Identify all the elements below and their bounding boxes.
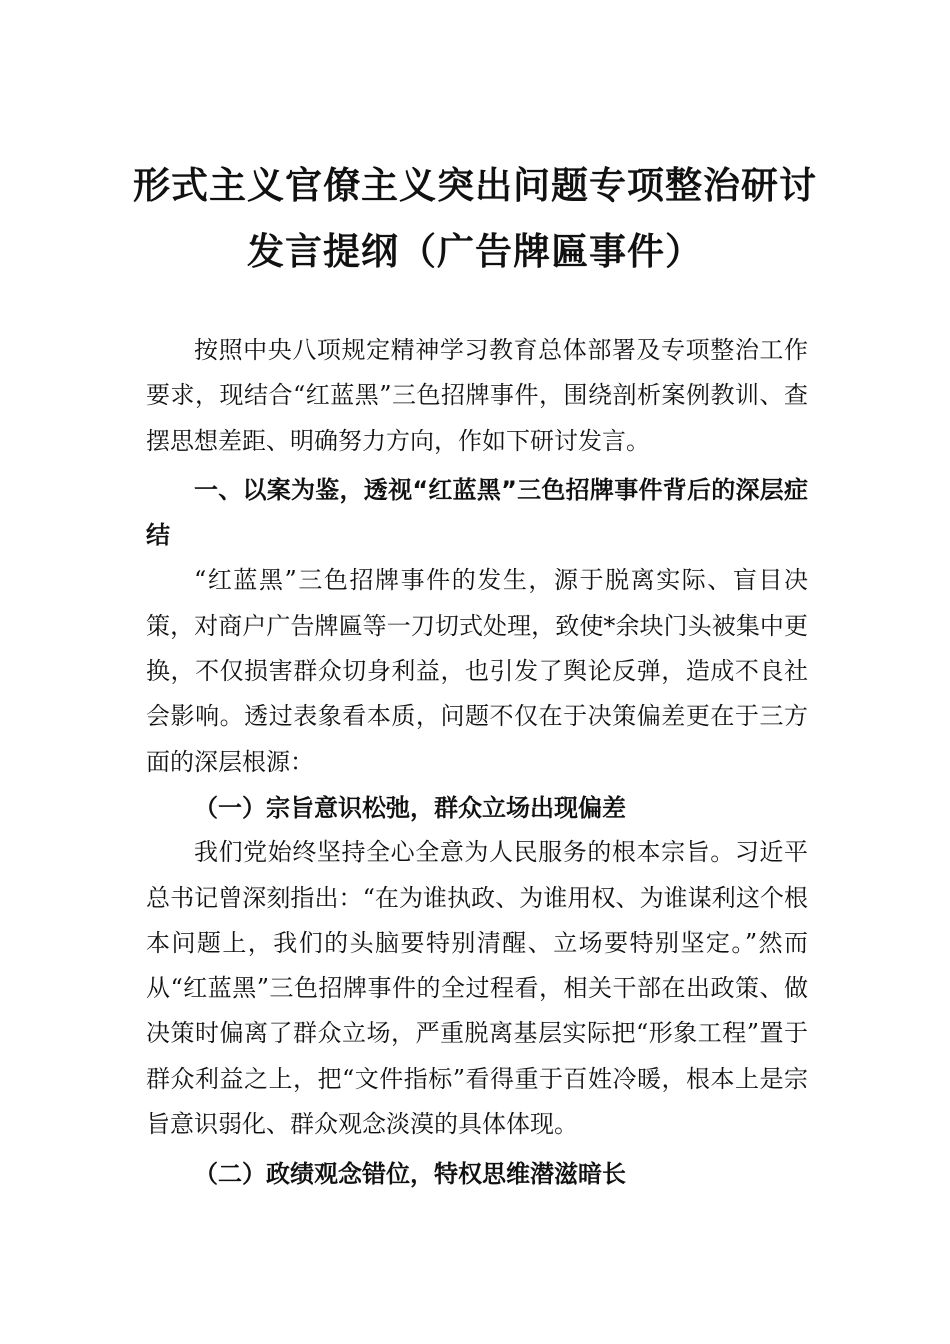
document-title-line-1: 形式主义官僚主义突出问题专项整治研讨: [133, 163, 817, 207]
subsection-2-heading: （二）政绩观念错位，特权思维潜滋暗长: [194, 1159, 626, 1189]
subsection-1-heading: （一）宗旨意识松弛，群众立场出现偏差: [194, 792, 626, 822]
document-body: [146, 328, 808, 1197]
section-1-heading: 一、以案为鉴，透视“红蓝黑”三色招牌事件背后的深层症结: [146, 475, 808, 550]
subsection-1-paragraph: 我们党始终坚持全心全意为人民服务的根本宗旨。习近平总书记曾深刻指出：“在为谁执政、为谁用权、为谁谋利这个根本问题上，我们的头脑要特别清醒、立场要特别坚定。”然而从“红蓝黑”三色招牌事件的全过程看，相关干部在出政策、做决策时偏离了群众立场，严重脱离基层实际把“形象工程”置于群众利益之上，把“文件指标”看得重于百姓冷暖，根本上是宗旨意识弱化、群众观念淡漠的具体体现。: [146, 838, 808, 1139]
section-1-paragraph: “红蓝黑”三色招牌事件的发生，源于脱离实际、盲目决策，对商户广告牌匾等一刀切式处理，致使*余块门头被集中更换，不仅损害群众切身利益，也引发了舆论反弹，造成不良社会影响。透过表象看本质，问题不仅在于决策偏差更在于三方面的深层根源：: [146, 566, 808, 776]
intro-paragraph: 按照中央八项规定精神学习教育总体部署及专项整治工作要求，现结合“红蓝黑”三色招牌事件，围绕剖析案例教训、查摆思想差距、明确努力方向，作如下研讨发言。: [146, 336, 808, 455]
document-title-line-2: 发言提纲（广告牌匾事件）: [247, 229, 703, 273]
